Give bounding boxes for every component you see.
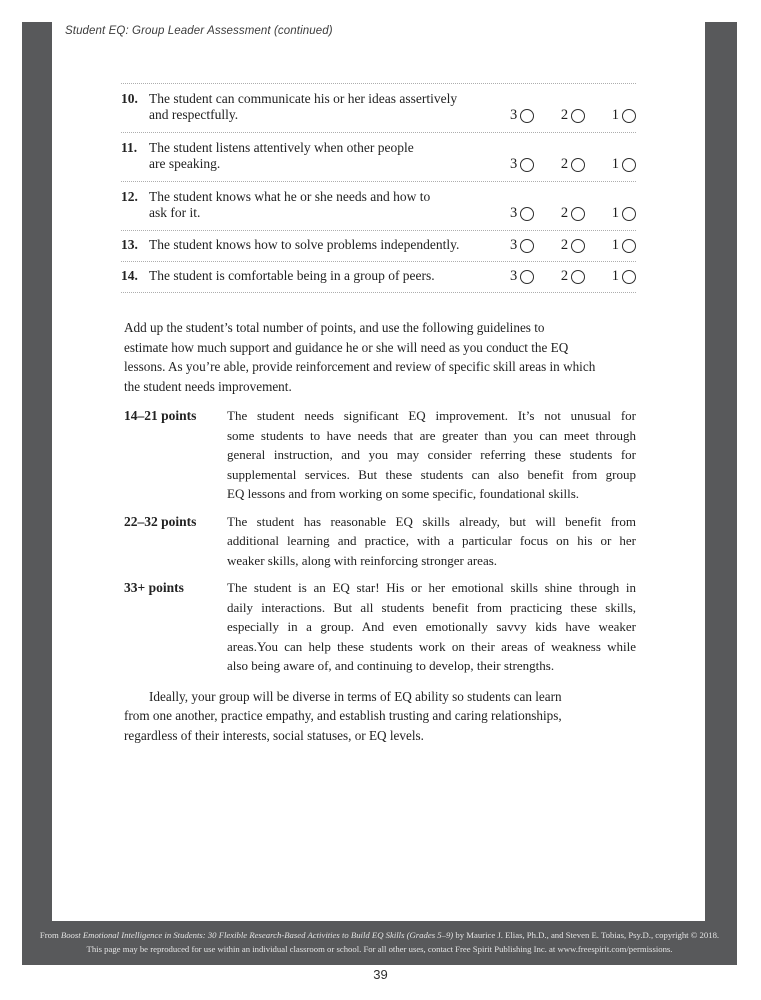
item-text: The student knows how to solve problems independently. [149, 237, 460, 252]
page-frame-right [705, 22, 737, 965]
rating-value-3: 3 [510, 268, 518, 284]
item-text: The student knows what he or she needs and how to ask for it. [149, 189, 431, 220]
rating-scale [510, 269, 636, 284]
item-number: 10. [121, 91, 138, 106]
rating-value-1: 1 [611, 205, 619, 221]
rating-value-3: 3 [510, 156, 518, 172]
item-text: The student listens attentively when other people are speaking. [149, 140, 414, 171]
rating-circle-3[interactable] [520, 158, 534, 172]
rating-circle-3[interactable] [520, 270, 534, 284]
closing-paragraph: Ideally, your group will be diverse in terms of EQ ability so students can learn from one another, practice empathy, and establish trusting and caring relationships, regardless of their interests, social statuses, or EQ levels. [124, 688, 562, 743]
guideline-points-label: 14–21 points [124, 408, 197, 423]
assessment-item-14 [121, 262, 636, 293]
assessment-items-list [121, 83, 636, 293]
rating-value-2: 2 [560, 237, 569, 253]
guideline-22-32 [124, 512, 636, 571]
rating-circle-3[interactable] [520, 207, 534, 221]
rating-circle-3[interactable] [520, 109, 534, 123]
item-number: 11. [121, 140, 138, 155]
rating-scale [510, 238, 636, 253]
guideline-33-plus [124, 578, 636, 676]
item-text: The student is comfortable being in a group of peers. [149, 268, 435, 283]
page-header-title: Student EQ: Group Leader Assessment (continued) [65, 25, 333, 37]
rating-value-2: 2 [560, 205, 569, 221]
rating-circle-3[interactable] [520, 239, 534, 253]
guideline-description: The student is an EQ star! His or her emotional skills shine through in daily interactions. But all students benefit from practicing these skills, especially in a group. And even emotionally savvy kids have weaker areas.You can help these students work on their areas of weakness while also being aware of, and continuing to develop, their strengths. [227, 580, 636, 673]
scoring-intro-paragraph: Add up the student’s total number of points, and use the following guidelines to estimate how much support and guidance he or she will need as you conduct the EQ lessons. As you’re able, provide reinforcement and review of specific skill areas in which the student needs improvement. [124, 320, 596, 394]
rating-value-2: 2 [560, 156, 569, 172]
guideline-description: The student needs significant EQ improvement. It’s not unusual for some students to have needs that are greater than you can meet through general instruction, and you may consider referring these students for supplemental services. But these students can also benefit from group EQ lessons and from working on some specific, foundational skills. [227, 408, 636, 501]
rating-value-2: 2 [560, 268, 569, 284]
assessment-item-13 [121, 231, 636, 262]
rating-scale [510, 206, 636, 221]
page-number: 39 [373, 967, 388, 982]
rating-value-1: 1 [611, 107, 619, 123]
copyright-footer [22, 921, 737, 965]
rating-value-3: 3 [510, 205, 518, 221]
assessment-item-10 [121, 84, 636, 133]
guideline-points-label: 22–32 points [124, 513, 197, 529]
item-text: The student can communicate his or her ideas assertively and respectfully. [149, 91, 458, 122]
book-title: Boost Emotional Intelligence in Students: 30 Flexible Research-Based Activities to Build EQ Skills (Grades 5–9) [60, 930, 454, 940]
page-frame-left [22, 22, 52, 965]
rating-circle-1[interactable] [622, 207, 636, 221]
assessment-item-11 [121, 133, 636, 182]
rating-value-3: 3 [510, 107, 518, 123]
rating-value-1: 1 [611, 156, 619, 172]
guideline-points-label: 33+ points [124, 580, 184, 595]
item-number: 14. [121, 268, 138, 283]
body-copy [124, 318, 636, 745]
rating-value-3: 3 [510, 237, 518, 253]
rating-circle-1[interactable] [622, 239, 636, 253]
item-number: 12. [121, 189, 138, 204]
copyright-line-1: From Boost Emotional Intelligence in Students: 30 Flexible Research-Based Activities to Build EQ Skills (Grades 5–9) by Maurice J. Elias, Ph.D., and Steven E. Tobias, Psy.D., copyright © 2018. [39, 930, 720, 940]
rating-scale [510, 108, 636, 123]
rating-circle-2[interactable] [571, 239, 585, 253]
rating-circle-2[interactable] [571, 270, 585, 284]
rating-scale [510, 157, 636, 172]
rating-value-1: 1 [611, 268, 619, 284]
assessment-item-12 [121, 182, 636, 231]
copyright-line-2: This page may be reproduced for use within an individual classroom or school. For all other uses, contact Free Spirit Publishing Inc. at www.freespirit.com/permissions. [86, 943, 673, 954]
rating-value-1: 1 [611, 237, 619, 253]
rating-value-2: 2 [560, 107, 569, 123]
rating-circle-2[interactable] [571, 207, 585, 221]
item-number: 13. [121, 237, 138, 252]
guideline-14-21 [124, 406, 636, 504]
rating-circle-1[interactable] [622, 158, 636, 172]
rating-circle-2[interactable] [571, 158, 585, 172]
rating-circle-1[interactable] [622, 270, 636, 284]
rating-circle-2[interactable] [571, 109, 585, 123]
rating-circle-1[interactable] [622, 109, 636, 123]
guideline-description: The student has reasonable EQ skills already, but will benefit from additional learning and practice, with a particular focus on his or her weaker skills, along with reinforcing stronger areas. [227, 513, 636, 568]
